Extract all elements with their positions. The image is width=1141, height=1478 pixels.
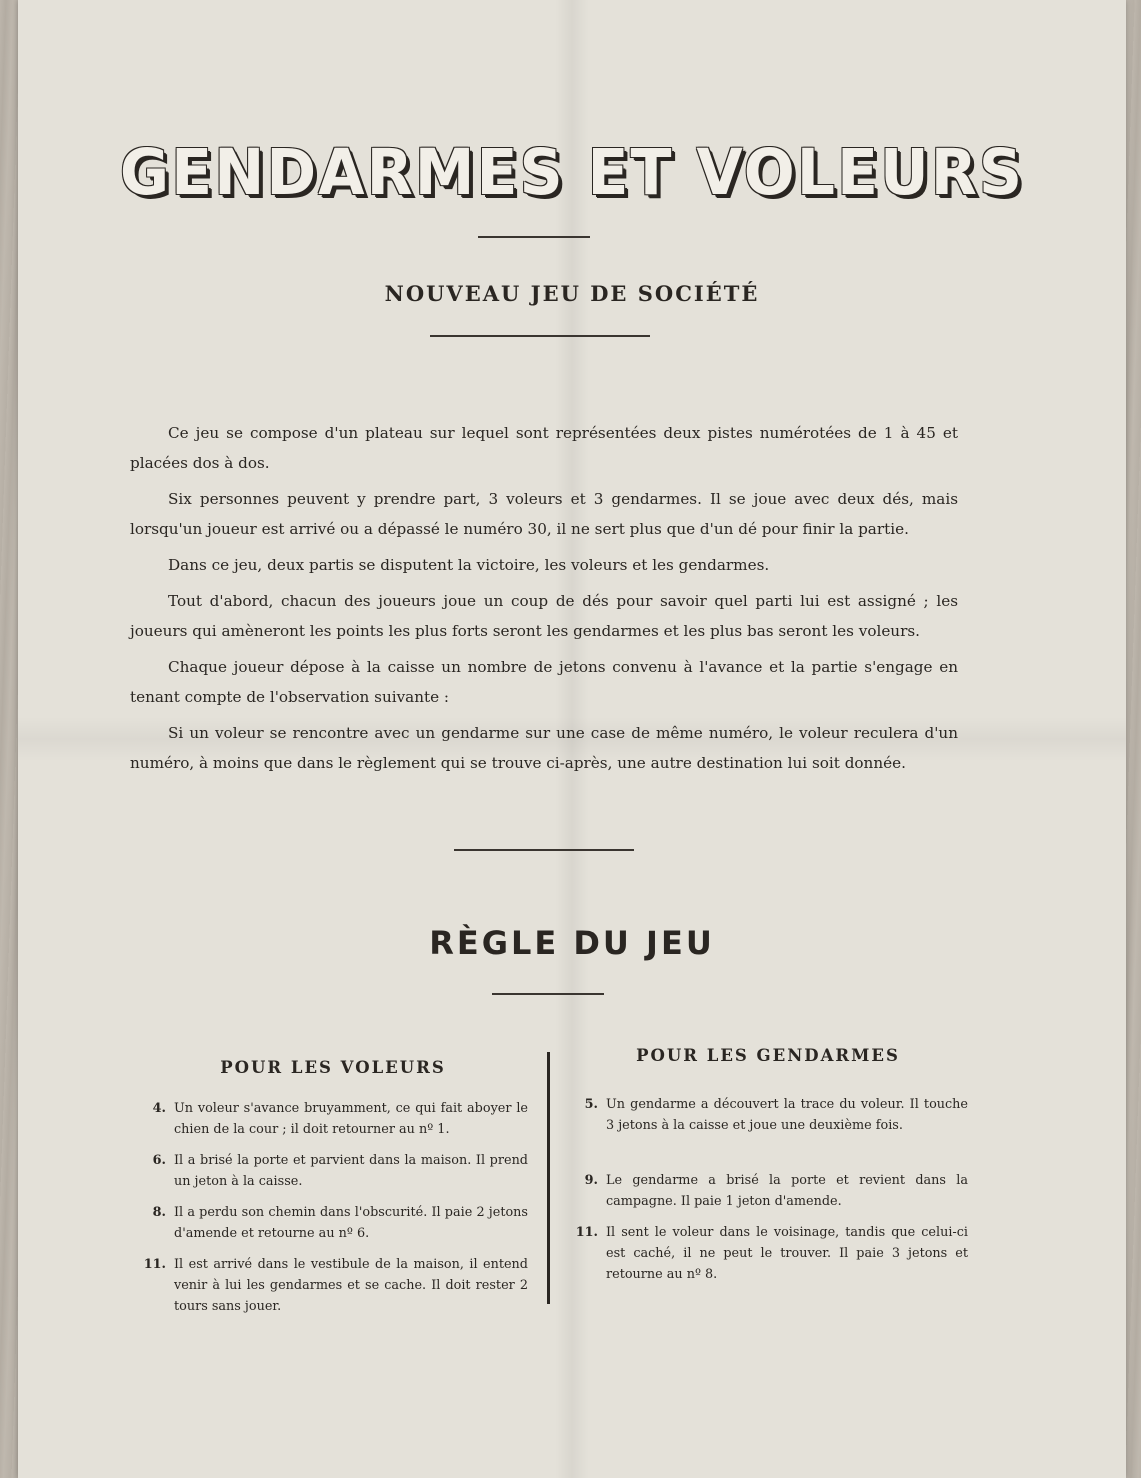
intro-paragraph: Si un voleur se rencontre avec un gendarme sur une case de même numéro, le voleur reculera d'un numéro, à moins que dans le règlement qui se trouve ci-après, une autre destination lui soit donnée. xyxy=(130,724,958,772)
document-subtitle: NOUVEAU JEU DE SOCIÉTÉ xyxy=(384,281,760,306)
gendarme-rule xyxy=(568,1222,968,1285)
gendarme-rule xyxy=(568,1170,968,1212)
rule-text: Il sent le voleur dans le voisinage, tandis que celui-ci est caché, il ne peut le trouver. Il paie 3 jetons et retourne au nº 8. xyxy=(606,1225,968,1282)
intro-paragraph: Chaque joueur dépose à la caisse un nombre de jetons convenu à l'avance et la partie s'engage en tenant compte de l'observation suivante : xyxy=(130,658,958,706)
title-flourish xyxy=(478,236,590,238)
gendarmes-rules xyxy=(568,1094,968,1295)
rule-number: 6. xyxy=(152,1153,166,1168)
intro-paragraph: Dans ce jeu, deux partis se disputent la victoire, les voleurs et les gendarmes. xyxy=(168,556,770,574)
rule-number: 8. xyxy=(152,1205,166,1220)
rule-text: Le gendarme a brisé la porte et revient dans la campagne. Il paie 1 jeton d'amende. xyxy=(606,1173,968,1209)
rule-number: 9. xyxy=(584,1173,598,1188)
rule-text: Un voleur s'avance bruyamment, ce qui fait aboyer le chien de la cour ; il doit retourner au nº 1. xyxy=(174,1101,528,1137)
intro-paragraph: Tout d'abord, chacun des joueurs joue un coup de dés pour savoir quel parti lui est assigné ; les joueurs qui amèneront les points les plus forts seront les gendarmes et les plus bas seront les voleurs. xyxy=(130,592,958,640)
intro-text xyxy=(130,418,958,784)
voleur-rule xyxy=(136,1254,528,1317)
rules-title-underline xyxy=(492,993,604,995)
gendarme-rule xyxy=(568,1094,968,1136)
gendarmes-heading: POUR LES GENDARMES xyxy=(636,1046,900,1065)
rule-number: 4. xyxy=(152,1101,166,1116)
rule-text: Un gendarme a découvert la trace du voleur. Il touche 3 jetons à la caisse et joue une deuxième fois. xyxy=(606,1097,968,1133)
intro-paragraph: Ce jeu se compose d'un plateau sur lequel sont représentées deux pistes numérotées de 1 à 45 et placées dos à dos. xyxy=(130,424,958,472)
column-divider xyxy=(547,1052,550,1304)
subtitle-flourish xyxy=(430,335,650,337)
rules-title: RÈGLE DU JEU xyxy=(429,924,715,962)
document-title: GENDARMES ET VOLEURS xyxy=(119,136,1025,210)
document-sheet xyxy=(18,0,1126,1478)
rule-text: Il a perdu son chemin dans l'obscurité. Il paie 2 jetons d'amende et retourne au nº 6. xyxy=(174,1205,528,1241)
section-divider xyxy=(454,849,634,851)
voleur-rule xyxy=(136,1150,528,1192)
rule-text: Il est arrivé dans le vestibule de la maison, il entend venir à lui les gendarmes et se cache. Il doit rester 2 tours sans jouer. xyxy=(174,1257,528,1314)
voleurs-rules xyxy=(136,1098,528,1327)
rule-text: Il a brisé la porte et parvient dans la maison. Il prend un jeton à la caisse. xyxy=(174,1153,528,1189)
voleur-rule xyxy=(136,1098,528,1140)
rule-number: 11. xyxy=(575,1225,598,1240)
rule-number: 11. xyxy=(143,1257,166,1272)
voleurs-heading: POUR LES VOLEURS xyxy=(220,1058,446,1077)
rule-number: 5. xyxy=(584,1097,598,1112)
intro-paragraph: Six personnes peuvent y prendre part, 3 voleurs et 3 gendarmes. Il se joue avec deux dés, mais lorsqu'un joueur est arrivé ou a dépassé le numéro 30, il ne sert plus que d'un dé pour finir la partie. xyxy=(130,490,958,538)
voleur-rule xyxy=(136,1202,528,1244)
